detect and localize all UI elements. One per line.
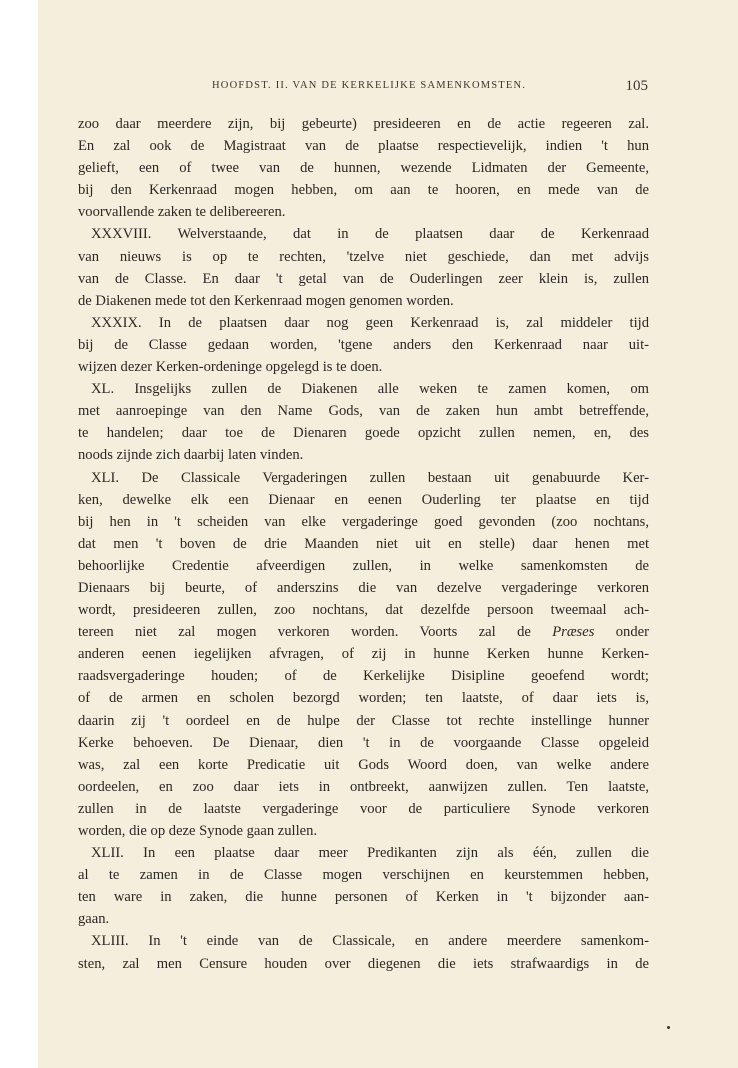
text-line: ken, dewelke elk een Dienaar en eenen Ouderling ter plaatse en tijd <box>78 491 649 508</box>
text-line: van nieuws is op te rechten, 'tzelve niet geschiede, dan met advijs <box>78 248 649 265</box>
text-line: daarin zij 't oordeel en de hulpe der Classe tot rechte instellinge hunner <box>78 712 649 729</box>
text-line: tereen niet zal mogen verkoren worden. Voorts zal de Præses onder <box>78 624 649 641</box>
text-line: de Diakenen mede tot den Kerkenraad mogen genomen worden. <box>78 292 454 309</box>
running-title: HOOFDST. II. VAN DE KERKELIJKE SAMENKOMSTEN. <box>212 80 527 91</box>
text-line: Dienaars bij beurte, of anderszins die van dezelve vergaderinge verkoren <box>78 579 649 596</box>
text-line: worden, die op deze Synode gaan zullen. <box>78 823 318 839</box>
text-line: zoo daar meerdere zijn, bij gebeurte) presideeren en de actie regeeren zal. <box>78 116 649 132</box>
article-xlii-start: XLII. In een plaatse daar meer Predikanten zijn als één, zullen die <box>91 845 649 862</box>
text-line: noods zijnde zich daarbij laten vinden. <box>78 447 304 464</box>
text-line: raadsvergaderinge houden; of de Kerkelijke Disipline geoefend wordt; <box>78 668 649 685</box>
text-line: bij de Classe gedaan worden, 'tgene anders den Kerkenraad naar uit- <box>78 336 649 353</box>
text-line: al te zamen in de Classe mogen verschijnen en keurstemmen hebben, <box>78 867 649 884</box>
text-line: of de armen en scholen bezorgd worden; ten laatste, of daar iets is, <box>78 690 649 707</box>
text-line: was, zal een korte Predicatie uit Gods Woord doen, van welke andere <box>78 756 649 773</box>
text-line: En zal ook de Magistraat van de plaatse respectievelijk, indien 't hun <box>78 138 649 155</box>
text-line: gelieft, een of twee van de hunnen, wezende Lidmaten der Gemeente, <box>78 160 649 177</box>
text-line: van de Classe. En daar 't getal van de Ouderlingen zeer klein is, zullen <box>78 270 649 287</box>
page-header <box>78 78 648 98</box>
text-line: te handelen; daar toe de Dienaren goede opzicht zullen nemen, en, des <box>78 425 649 442</box>
article-xliii-start: XLIII. In 't einde van de Classicale, en andere meerdere samenkom- <box>91 933 649 950</box>
text-line: wordt, presideeren zullen, zoo nochtans, dat dezelfde persoon tweemaal ach- <box>78 602 649 619</box>
article-xxxix-start: XXXIX. In de plaatsen daar nog geen Kerkenraad is, zal middeler tijd <box>91 314 649 331</box>
ink-speck <box>667 1026 670 1029</box>
page-number: 105 <box>625 78 648 94</box>
text-line: oordeelen, en zoo daar iets in ontbreekt, aanwijzen zullen. Ten laatste, <box>78 778 649 795</box>
text-line: voorvallende zaken te delibereeren. <box>78 204 286 221</box>
text-line: anderen eenen iegelijken afvragen, of zij in hunne Kerken hunne Kerken- <box>78 646 649 663</box>
text-line: bij hen in 't scheiden van elke vergaderinge goed gevonden (zoo nochtans, <box>78 513 649 530</box>
article-xxxviii-start: XXXVIII. Welverstaande, dat in de plaatsen daar de Kerkenraad <box>91 226 649 243</box>
text-line: wijzen dezer Kerken-ordeninge opgelegd is te doen. <box>78 359 383 376</box>
article-xl-start: XL. Insgelijks zullen de Diakenen alle weken te zamen komen, om <box>91 381 649 398</box>
text-line: zullen in de laatste vergaderinge voor de particuliere Synode verkoren <box>78 800 649 817</box>
book-page <box>38 0 738 1068</box>
text-line: ten ware in zaken, die hunne personen of Kerken in 't bijzonder aan- <box>78 889 649 906</box>
text-line: bij den Kerkenraad mogen hebben, om aan te hooren, en mede van de <box>78 182 649 199</box>
article-xli-start: XLI. De Classicale Vergaderingen zullen bestaan uit genabuurde Ker- <box>91 469 649 486</box>
praeses-italic: Præses <box>552 624 595 641</box>
text-line: gaan. <box>78 911 110 928</box>
text-line: sten, zal men Censure houden over diegenen die iets strafwaardigs in de <box>78 955 649 972</box>
body-text <box>78 113 649 975</box>
text-line: Kerke behoeven. De Dienaar, dien 't in de voorgaande Classe opgeleid <box>78 734 649 751</box>
text-line: dat men 't boven de drie Maanden niet uit en stelle) daar henen met <box>78 535 649 552</box>
text-line: met aanroepinge van den Name Gods, van de zaken hun ambt betreffende, <box>78 403 649 420</box>
text-line: behoorlijke Credentie afveerdigen zullen, in welke samenkomsten de <box>78 557 649 574</box>
